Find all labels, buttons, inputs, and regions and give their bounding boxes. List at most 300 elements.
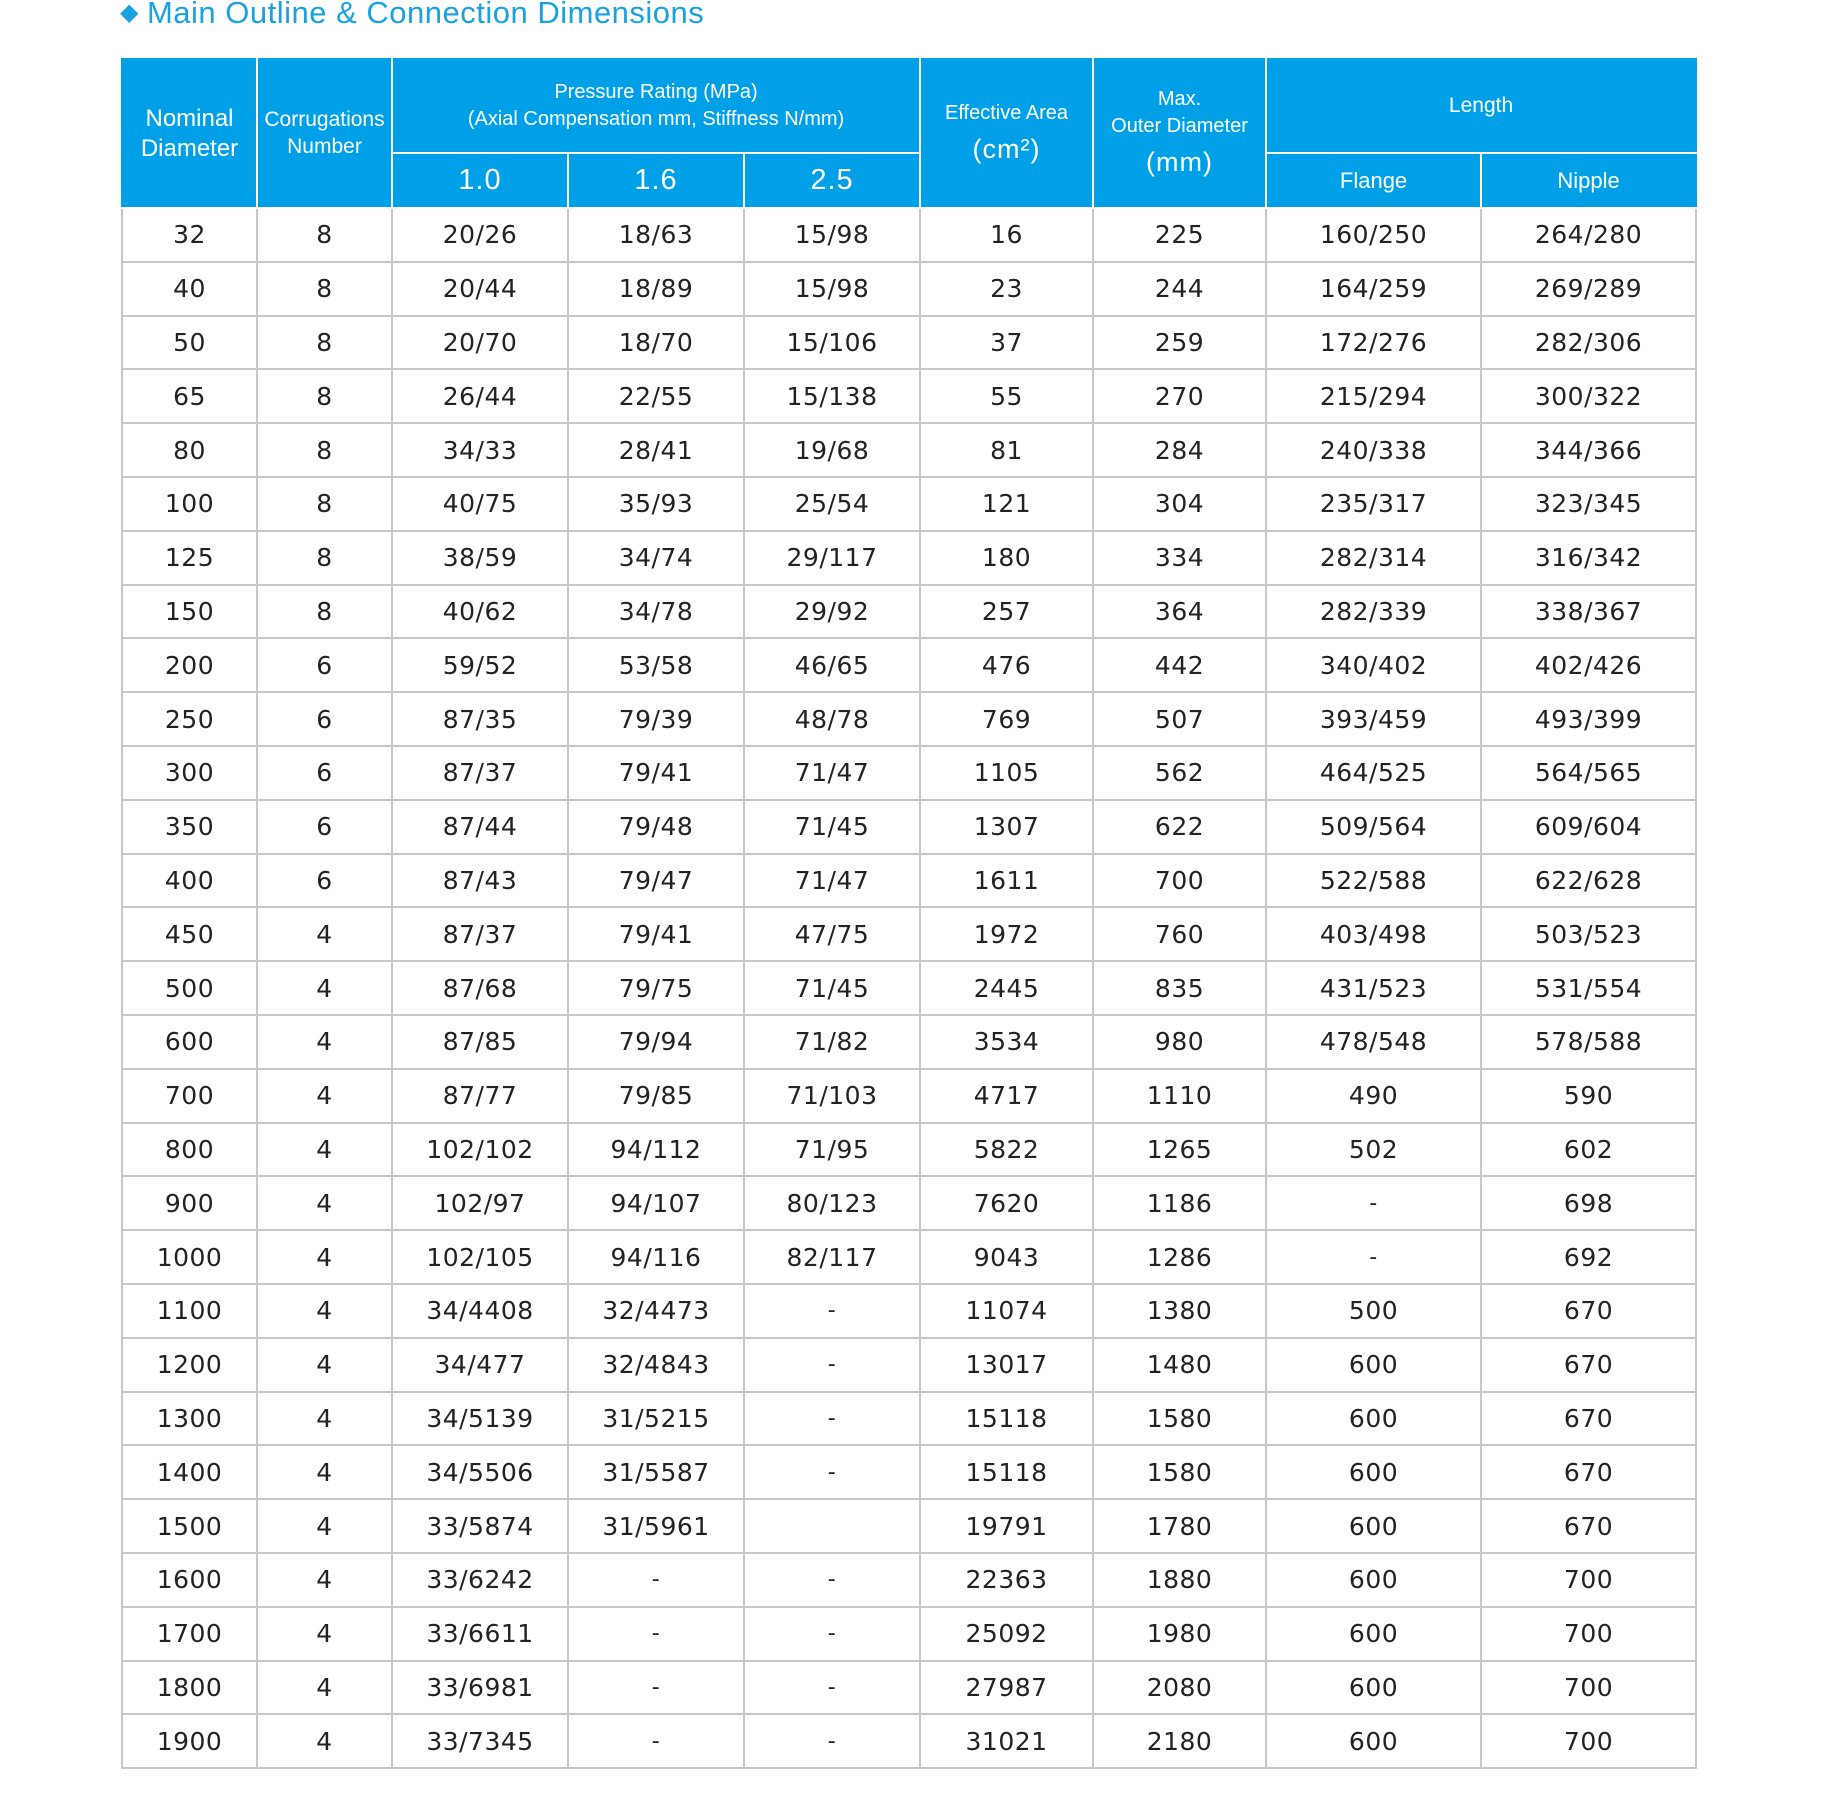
- cell-pressure-1-6: 31/5961: [568, 1499, 744, 1553]
- diamond-icon: ◆: [120, 0, 139, 26]
- cell-pressure-2-5: 71/45: [744, 800, 920, 854]
- table-row: [122, 585, 1696, 639]
- cell-pressure-1-6: 32/4473: [568, 1284, 744, 1338]
- header-max-outer-diameter: [1093, 59, 1266, 208]
- cell-length-flange: 490: [1266, 1069, 1481, 1123]
- cell-pressure-2-5: 82/117: [744, 1230, 920, 1284]
- table-row: [122, 1338, 1696, 1392]
- cell-pressure-2-5: 19/68: [744, 423, 920, 477]
- cell-corrugations: 8: [257, 208, 392, 262]
- cell-length-nipple: 493/399: [1481, 692, 1696, 746]
- cell-length-flange: 393/459: [1266, 692, 1481, 746]
- cell-effective-area: 1105: [920, 746, 1093, 800]
- cell-outer-diameter: 760: [1093, 907, 1266, 961]
- cell-corrugations: 8: [257, 585, 392, 639]
- header-nominal-diameter-line1: Nominal: [145, 104, 234, 132]
- header-max-line1: Max.: [1157, 88, 1202, 111]
- header-corrugations-line1: Corrugations: [264, 108, 385, 132]
- cell-outer-diameter: 1480: [1093, 1338, 1266, 1392]
- cell-corrugations: 4: [257, 1069, 392, 1123]
- cell-corrugations: 4: [257, 1661, 392, 1715]
- cell-pressure-2-5: 71/103: [744, 1069, 920, 1123]
- cell-pressure-1-6: 22/55: [568, 369, 744, 423]
- table-row: [122, 1607, 1696, 1661]
- cell-pressure-1-6: 79/41: [568, 746, 744, 800]
- cell-length-flange: 431/523: [1266, 961, 1481, 1015]
- cell-pressure-1-0: 33/6242: [392, 1553, 568, 1607]
- cell-effective-area: 121: [920, 477, 1093, 531]
- cell-pressure-2-5: 47/75: [744, 907, 920, 961]
- cell-effective-area: 769: [920, 692, 1093, 746]
- cell-pressure-2-5: -: [744, 1392, 920, 1446]
- cell-length-flange: 522/588: [1266, 854, 1481, 908]
- cell-length-flange: 172/276: [1266, 316, 1481, 370]
- cell-pressure-1-0: 33/6611: [392, 1607, 568, 1661]
- cell-pressure-2-5: 71/95: [744, 1123, 920, 1177]
- cell-length-flange: 600: [1266, 1445, 1481, 1499]
- cell-nominal-diameter: 1000: [122, 1230, 257, 1284]
- cell-length-flange: 509/564: [1266, 800, 1481, 854]
- cell-pressure-1-6: -: [568, 1661, 744, 1715]
- cell-nominal-diameter: 1300: [122, 1392, 257, 1446]
- cell-outer-diameter: 270: [1093, 369, 1266, 423]
- header-pressure-rating: [392, 59, 920, 153]
- table-row: [122, 262, 1696, 316]
- cell-length-nipple: 670: [1481, 1445, 1696, 1499]
- table-row: [122, 854, 1696, 908]
- cell-pressure-2-5: 71/82: [744, 1015, 920, 1069]
- table-row: [122, 638, 1696, 692]
- cell-pressure-2-5: 71/45: [744, 961, 920, 1015]
- cell-length-flange: 403/498: [1266, 907, 1481, 961]
- cell-effective-area: 4717: [920, 1069, 1093, 1123]
- cell-length-nipple: 264/280: [1481, 208, 1696, 262]
- cell-pressure-1-0: 102/97: [392, 1176, 568, 1230]
- cell-pressure-1-6: -: [568, 1607, 744, 1661]
- cell-nominal-diameter: 40: [122, 262, 257, 316]
- cell-length-nipple: 531/554: [1481, 961, 1696, 1015]
- cell-corrugations: 8: [257, 316, 392, 370]
- cell-effective-area: 1611: [920, 854, 1093, 908]
- cell-length-flange: 215/294: [1266, 369, 1481, 423]
- cell-length-nipple: 344/366: [1481, 423, 1696, 477]
- cell-pressure-2-5: 46/65: [744, 638, 920, 692]
- cell-pressure-1-0: 20/26: [392, 208, 568, 262]
- page-title-text: Main Outline & Connection Dimensions: [146, 0, 705, 30]
- cell-corrugations: 4: [257, 1714, 392, 1768]
- cell-length-nipple: 622/628: [1481, 854, 1696, 908]
- cell-corrugations: 6: [257, 692, 392, 746]
- cell-pressure-2-5: 71/47: [744, 746, 920, 800]
- cell-nominal-diameter: 100: [122, 477, 257, 531]
- cell-nominal-diameter: 150: [122, 585, 257, 639]
- cell-effective-area: 22363: [920, 1553, 1093, 1607]
- dimensions-table: [121, 58, 1697, 1769]
- cell-pressure-2-5: -: [744, 1553, 920, 1607]
- cell-corrugations: 4: [257, 1015, 392, 1069]
- cell-length-nipple: 670: [1481, 1338, 1696, 1392]
- cell-length-nipple: 323/345: [1481, 477, 1696, 531]
- cell-outer-diameter: 1186: [1093, 1176, 1266, 1230]
- cell-pressure-1-0: 38/59: [392, 531, 568, 585]
- cell-pressure-1-0: 34/4408: [392, 1284, 568, 1338]
- cell-effective-area: 19791: [920, 1499, 1093, 1553]
- table-row: [122, 1069, 1696, 1123]
- cell-corrugations: 4: [257, 1123, 392, 1177]
- cell-pressure-2-5: 80/123: [744, 1176, 920, 1230]
- cell-length-nipple: 698: [1481, 1176, 1696, 1230]
- cell-effective-area: 11074: [920, 1284, 1093, 1338]
- cell-nominal-diameter: 700: [122, 1069, 257, 1123]
- cell-length-nipple: 692: [1481, 1230, 1696, 1284]
- cell-pressure-1-0: 87/37: [392, 746, 568, 800]
- cell-outer-diameter: 1780: [1093, 1499, 1266, 1553]
- cell-outer-diameter: 1880: [1093, 1553, 1266, 1607]
- cell-pressure-1-0: 87/77: [392, 1069, 568, 1123]
- cell-pressure-2-5: -: [744, 1661, 920, 1715]
- cell-effective-area: 37: [920, 316, 1093, 370]
- cell-length-nipple: 670: [1481, 1284, 1696, 1338]
- cell-pressure-1-0: 33/6981: [392, 1661, 568, 1715]
- table-row: [122, 1553, 1696, 1607]
- cell-outer-diameter: 225: [1093, 208, 1266, 262]
- cell-length-nipple: 602: [1481, 1123, 1696, 1177]
- cell-pressure-1-6: 94/112: [568, 1123, 744, 1177]
- table-row: [122, 1661, 1696, 1715]
- header-nipple: Nipple: [1481, 153, 1696, 208]
- cell-length-nipple: 700: [1481, 1607, 1696, 1661]
- cell-effective-area: 476: [920, 638, 1093, 692]
- header-length: Length: [1266, 59, 1696, 153]
- cell-corrugations: 6: [257, 854, 392, 908]
- header-max-unit: (mm): [1146, 147, 1214, 178]
- header-corrugations-line2: Number: [287, 134, 362, 158]
- cell-outer-diameter: 2180: [1093, 1714, 1266, 1768]
- cell-outer-diameter: 980: [1093, 1015, 1266, 1069]
- cell-pressure-1-0: 87/68: [392, 961, 568, 1015]
- cell-pressure-1-6: 35/93: [568, 477, 744, 531]
- cell-length-nipple: 578/588: [1481, 1015, 1696, 1069]
- cell-nominal-diameter: 250: [122, 692, 257, 746]
- cell-pressure-2-5: 71/47: [744, 854, 920, 908]
- cell-length-nipple: 670: [1481, 1499, 1696, 1553]
- cell-pressure-1-0: 87/37: [392, 907, 568, 961]
- cell-length-flange: 600: [1266, 1607, 1481, 1661]
- cell-pressure-1-0: 34/477: [392, 1338, 568, 1392]
- cell-pressure-1-6: -: [568, 1714, 744, 1768]
- cell-outer-diameter: 622: [1093, 800, 1266, 854]
- cell-pressure-1-0: 87/43: [392, 854, 568, 908]
- cell-length-flange: 282/314: [1266, 531, 1481, 585]
- cell-outer-diameter: 364: [1093, 585, 1266, 639]
- cell-effective-area: 81: [920, 423, 1093, 477]
- cell-nominal-diameter: 65: [122, 369, 257, 423]
- cell-pressure-1-6: 18/63: [568, 208, 744, 262]
- cell-outer-diameter: 1380: [1093, 1284, 1266, 1338]
- table-row: [122, 477, 1696, 531]
- cell-pressure-1-0: 20/70: [392, 316, 568, 370]
- cell-length-nipple: 700: [1481, 1714, 1696, 1768]
- cell-effective-area: 13017: [920, 1338, 1093, 1392]
- cell-outer-diameter: 1110: [1093, 1069, 1266, 1123]
- table-row: [122, 208, 1696, 262]
- table-row: [122, 961, 1696, 1015]
- cell-corrugations: 4: [257, 907, 392, 961]
- header-effective-area-unit: (cm²): [972, 133, 1041, 164]
- table-row: [122, 746, 1696, 800]
- cell-effective-area: 1972: [920, 907, 1093, 961]
- cell-corrugations: 4: [257, 1499, 392, 1553]
- cell-effective-area: 15118: [920, 1392, 1093, 1446]
- cell-corrugations: 6: [257, 746, 392, 800]
- cell-pressure-1-0: 87/35: [392, 692, 568, 746]
- cell-corrugations: 6: [257, 638, 392, 692]
- table-row: [122, 1015, 1696, 1069]
- cell-nominal-diameter: 400: [122, 854, 257, 908]
- cell-outer-diameter: 244: [1093, 262, 1266, 316]
- cell-length-flange: 600: [1266, 1392, 1481, 1446]
- cell-pressure-1-0: 20/44: [392, 262, 568, 316]
- cell-effective-area: 23: [920, 262, 1093, 316]
- cell-effective-area: 7620: [920, 1176, 1093, 1230]
- cell-effective-area: 31021: [920, 1714, 1093, 1768]
- cell-nominal-diameter: 900: [122, 1176, 257, 1230]
- table-row: [122, 423, 1696, 477]
- cell-length-flange: 600: [1266, 1661, 1481, 1715]
- cell-pressure-2-5: 15/98: [744, 262, 920, 316]
- cell-outer-diameter: 334: [1093, 531, 1266, 585]
- cell-effective-area: 25092: [920, 1607, 1093, 1661]
- cell-pressure-2-5: -: [744, 1607, 920, 1661]
- cell-outer-diameter: 442: [1093, 638, 1266, 692]
- header-corrugations-number: [257, 59, 392, 208]
- cell-nominal-diameter: 1100: [122, 1284, 257, 1338]
- cell-corrugations: 8: [257, 531, 392, 585]
- table-row: [122, 1176, 1696, 1230]
- cell-length-flange: 235/317: [1266, 477, 1481, 531]
- header-pressure-1-6: 1.6: [568, 153, 744, 208]
- cell-length-flange: 240/338: [1266, 423, 1481, 477]
- cell-corrugations: 4: [257, 1284, 392, 1338]
- cell-corrugations: 4: [257, 1553, 392, 1607]
- cell-corrugations: 8: [257, 262, 392, 316]
- cell-length-flange: 500: [1266, 1284, 1481, 1338]
- table-row: [122, 1714, 1696, 1768]
- cell-effective-area: 5822: [920, 1123, 1093, 1177]
- header-nominal-diameter-line2: Diameter: [140, 134, 239, 162]
- cell-pressure-1-6: 28/41: [568, 423, 744, 477]
- table-header: [122, 59, 1696, 208]
- cell-length-flange: -: [1266, 1230, 1481, 1284]
- cell-nominal-diameter: 125: [122, 531, 257, 585]
- cell-length-flange: 600: [1266, 1553, 1481, 1607]
- cell-pressure-2-5: -: [744, 1338, 920, 1392]
- table-row: [122, 1123, 1696, 1177]
- cell-length-nipple: 282/306: [1481, 316, 1696, 370]
- cell-outer-diameter: 1265: [1093, 1123, 1266, 1177]
- header-effective-area: [920, 59, 1093, 208]
- cell-pressure-2-5: 15/106: [744, 316, 920, 370]
- cell-pressure-1-6: 53/58: [568, 638, 744, 692]
- cell-length-flange: 464/525: [1266, 746, 1481, 800]
- cell-length-flange: 282/339: [1266, 585, 1481, 639]
- cell-nominal-diameter: 32: [122, 208, 257, 262]
- cell-nominal-diameter: 450: [122, 907, 257, 961]
- cell-length-nipple: 503/523: [1481, 907, 1696, 961]
- cell-nominal-diameter: 50: [122, 316, 257, 370]
- cell-length-flange: 502: [1266, 1123, 1481, 1177]
- cell-pressure-2-5: 15/98: [744, 208, 920, 262]
- cell-length-flange: 600: [1266, 1338, 1481, 1392]
- cell-corrugations: 8: [257, 477, 392, 531]
- cell-pressure-1-0: 87/44: [392, 800, 568, 854]
- cell-nominal-diameter: 200: [122, 638, 257, 692]
- cell-outer-diameter: 1580: [1093, 1392, 1266, 1446]
- cell-effective-area: 15118: [920, 1445, 1093, 1499]
- cell-pressure-1-0: 40/62: [392, 585, 568, 639]
- cell-pressure-1-6: 79/48: [568, 800, 744, 854]
- cell-outer-diameter: 1580: [1093, 1445, 1266, 1499]
- table-row: [122, 1392, 1696, 1446]
- cell-pressure-1-6: 18/70: [568, 316, 744, 370]
- cell-pressure-1-6: 34/74: [568, 531, 744, 585]
- cell-pressure-2-5: -: [744, 1445, 920, 1499]
- cell-length-nipple: 564/565: [1481, 746, 1696, 800]
- cell-outer-diameter: 284: [1093, 423, 1266, 477]
- cell-pressure-2-5: [744, 1499, 920, 1553]
- cell-length-nipple: 402/426: [1481, 638, 1696, 692]
- cell-length-flange: -: [1266, 1176, 1481, 1230]
- cell-length-nipple: 269/289: [1481, 262, 1696, 316]
- cell-corrugations: 4: [257, 1230, 392, 1284]
- header-row-1: [122, 59, 1696, 153]
- cell-outer-diameter: 700: [1093, 854, 1266, 908]
- cell-pressure-1-6: 79/41: [568, 907, 744, 961]
- table-row: [122, 369, 1696, 423]
- cell-length-nipple: 700: [1481, 1661, 1696, 1715]
- cell-pressure-1-6: 31/5215: [568, 1392, 744, 1446]
- cell-outer-diameter: 1980: [1093, 1607, 1266, 1661]
- cell-pressure-1-0: 59/52: [392, 638, 568, 692]
- cell-length-nipple: 300/322: [1481, 369, 1696, 423]
- cell-effective-area: 9043: [920, 1230, 1093, 1284]
- cell-pressure-1-6: 79/47: [568, 854, 744, 908]
- cell-nominal-diameter: 1400: [122, 1445, 257, 1499]
- cell-pressure-1-6: 18/89: [568, 262, 744, 316]
- table-row: [122, 1499, 1696, 1553]
- cell-nominal-diameter: 300: [122, 746, 257, 800]
- cell-pressure-1-6: 79/94: [568, 1015, 744, 1069]
- table-row: [122, 1284, 1696, 1338]
- cell-pressure-1-6: 94/107: [568, 1176, 744, 1230]
- cell-pressure-2-5: 29/117: [744, 531, 920, 585]
- cell-effective-area: 16: [920, 208, 1093, 262]
- cell-outer-diameter: 835: [1093, 961, 1266, 1015]
- cell-pressure-1-6: 34/78: [568, 585, 744, 639]
- cell-pressure-1-6: 94/116: [568, 1230, 744, 1284]
- cell-corrugations: 8: [257, 423, 392, 477]
- cell-effective-area: 257: [920, 585, 1093, 639]
- cell-corrugations: 4: [257, 1607, 392, 1661]
- cell-pressure-1-0: 33/7345: [392, 1714, 568, 1768]
- header-flange: Flange: [1266, 153, 1481, 208]
- cell-length-nipple: 316/342: [1481, 531, 1696, 585]
- header-pressure-rating-line2: (Axial Compensation mm, Stiffness N/mm): [467, 108, 845, 130]
- cell-pressure-1-6: 32/4843: [568, 1338, 744, 1392]
- cell-nominal-diameter: 1500: [122, 1499, 257, 1553]
- cell-nominal-diameter: 1600: [122, 1553, 257, 1607]
- cell-pressure-2-5: 48/78: [744, 692, 920, 746]
- cell-nominal-diameter: 800: [122, 1123, 257, 1177]
- cell-effective-area: 180: [920, 531, 1093, 585]
- cell-pressure-1-0: 40/75: [392, 477, 568, 531]
- cell-outer-diameter: 562: [1093, 746, 1266, 800]
- cell-nominal-diameter: 80: [122, 423, 257, 477]
- cell-length-flange: 600: [1266, 1499, 1481, 1553]
- cell-corrugations: 4: [257, 1176, 392, 1230]
- cell-pressure-1-0: 34/33: [392, 423, 568, 477]
- cell-nominal-diameter: 600: [122, 1015, 257, 1069]
- cell-corrugations: 4: [257, 961, 392, 1015]
- cell-pressure-2-5: 25/54: [744, 477, 920, 531]
- cell-pressure-1-6: -: [568, 1553, 744, 1607]
- cell-length-flange: 600: [1266, 1714, 1481, 1768]
- cell-length-flange: 160/250: [1266, 208, 1481, 262]
- table-row: [122, 692, 1696, 746]
- cell-corrugations: 4: [257, 1392, 392, 1446]
- table-row: [122, 316, 1696, 370]
- cell-pressure-1-6: 79/75: [568, 961, 744, 1015]
- table-row: [122, 800, 1696, 854]
- cell-pressure-1-0: 102/105: [392, 1230, 568, 1284]
- cell-pressure-1-0: 102/102: [392, 1123, 568, 1177]
- cell-pressure-1-0: 33/5874: [392, 1499, 568, 1553]
- cell-outer-diameter: 304: [1093, 477, 1266, 531]
- cell-length-nipple: 670: [1481, 1392, 1696, 1446]
- header-pressure-rating-line1: Pressure Rating (MPa): [554, 81, 758, 103]
- cell-length-nipple: 338/367: [1481, 585, 1696, 639]
- table-row: [122, 531, 1696, 585]
- cell-outer-diameter: 1286: [1093, 1230, 1266, 1284]
- cell-pressure-1-0: 87/85: [392, 1015, 568, 1069]
- table-row: [122, 1230, 1696, 1284]
- cell-length-flange: 164/259: [1266, 262, 1481, 316]
- cell-length-flange: 340/402: [1266, 638, 1481, 692]
- table-row: [122, 1445, 1696, 1499]
- cell-corrugations: 4: [257, 1445, 392, 1499]
- page-title: [120, 0, 704, 31]
- cell-length-nipple: 590: [1481, 1069, 1696, 1123]
- cell-length-flange: 478/548: [1266, 1015, 1481, 1069]
- cell-pressure-1-0: 34/5139: [392, 1392, 568, 1446]
- cell-pressure-2-5: -: [744, 1714, 920, 1768]
- header-nominal-diameter: [122, 59, 257, 208]
- cell-effective-area: 27987: [920, 1661, 1093, 1715]
- header-effective-area-line1: Effective Area: [945, 101, 1069, 124]
- cell-outer-diameter: 259: [1093, 316, 1266, 370]
- cell-nominal-diameter: 500: [122, 961, 257, 1015]
- cell-corrugations: 4: [257, 1338, 392, 1392]
- cell-length-nipple: 609/604: [1481, 800, 1696, 854]
- cell-effective-area: 2445: [920, 961, 1093, 1015]
- cell-corrugations: 8: [257, 369, 392, 423]
- header-pressure-2-5: 2.5: [744, 153, 920, 208]
- cell-pressure-1-0: 34/5506: [392, 1445, 568, 1499]
- cell-pressure-1-6: 79/39: [568, 692, 744, 746]
- cell-nominal-diameter: 350: [122, 800, 257, 854]
- cell-effective-area: 1307: [920, 800, 1093, 854]
- cell-pressure-1-0: 26/44: [392, 369, 568, 423]
